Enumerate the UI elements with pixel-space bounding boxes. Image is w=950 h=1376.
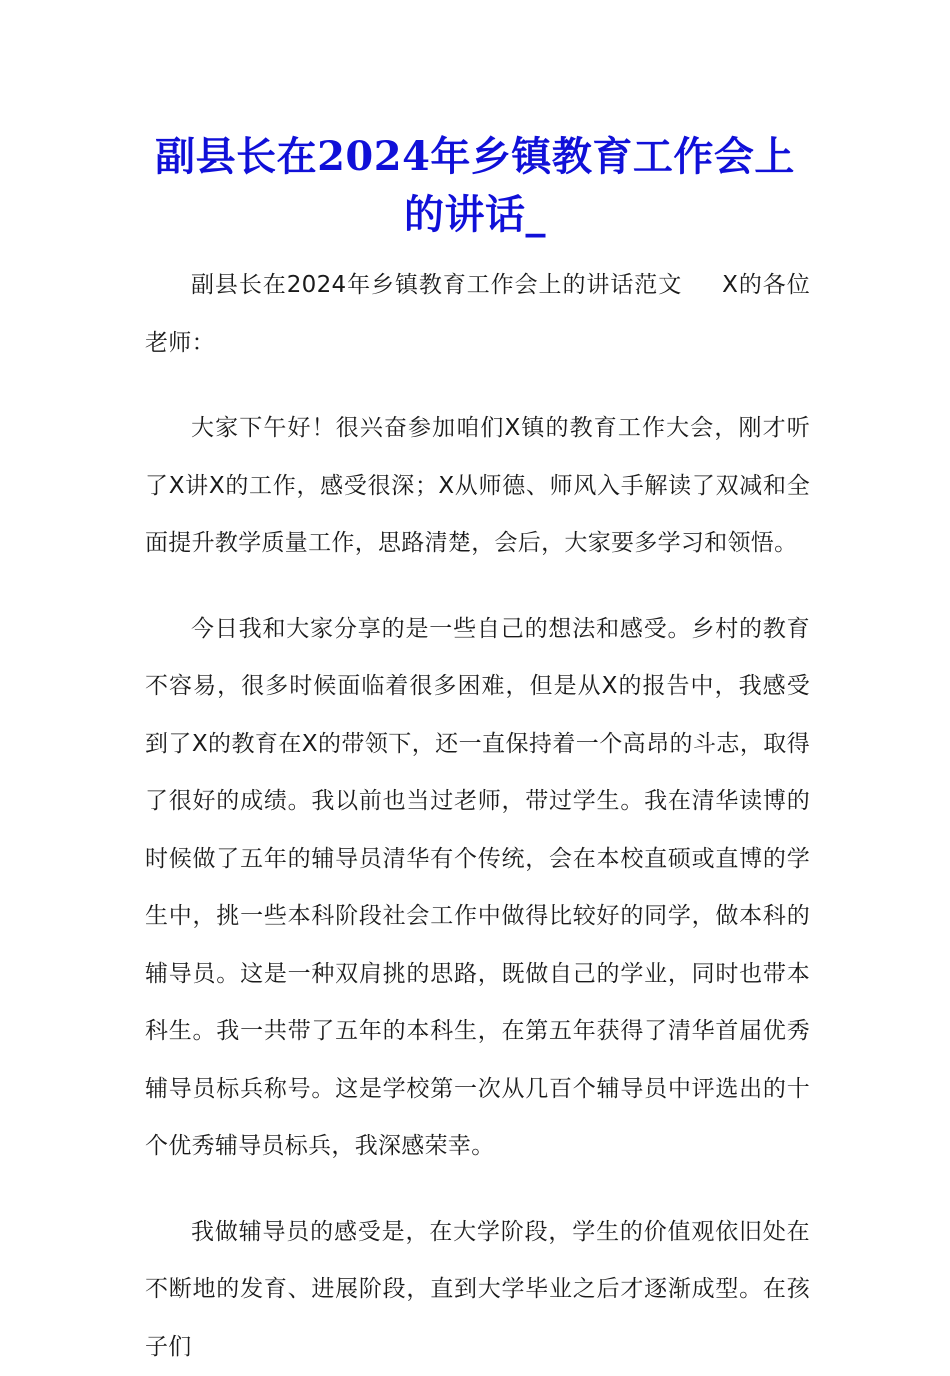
paragraph-2: 大家下午好！很兴奋参加咱们X镇的教育工作大会，刚才听了X讲X的工作，感受很深；X从师德、师风入手解读了双减和全面提升教学质量工作，思路清楚，会后，大家要多学习和领悟。 xyxy=(145,400,810,573)
document-body xyxy=(145,257,810,1376)
paragraph-1 xyxy=(145,257,810,372)
paragraph-1-title: 副县长在2024年乡镇教育工作会上的讲话范文 xyxy=(191,272,682,298)
title-line-1: 副县长在2024年乡镇教育工作会上 xyxy=(155,133,795,180)
paragraph-4: 我做辅导员的感受是，在大学阶段，学生的价值观依旧处在不断地的发育、进展阶段，直到大学毕业之后才逐渐成型。在孩子们 xyxy=(145,1204,810,1376)
title-line-2: 的讲话_ xyxy=(404,191,546,238)
paragraph-3: 今日我和大家分享的是一些自己的想法和感受。乡村的教育不容易，很多时候面临着很多困难，但是从X的报告中，我感受到了X的教育在X的带领下，还一直保持着一个高昂的斗志，取得了很好的成绩。我以前也当过老师，带过学生。我在清华读博的时候做了五年的辅导员清华有个传统，会在本校直硕或直博的学生中，挑一些本科阶段社会工作中做得比较好的同学，做本科的辅导员。这是一种双肩挑的思路，既做自己的学业，同时也带本科生。我一共带了五年的本科生，在第五年获得了清华首届优秀辅导员标兵称号。这是学校第一次从几百个辅导员中评选出的十个优秀辅导员标兵，我深感荣幸。 xyxy=(145,601,810,1176)
document-title xyxy=(140,128,810,244)
paragraph-1-salutation: X的各位老师： xyxy=(145,272,810,356)
